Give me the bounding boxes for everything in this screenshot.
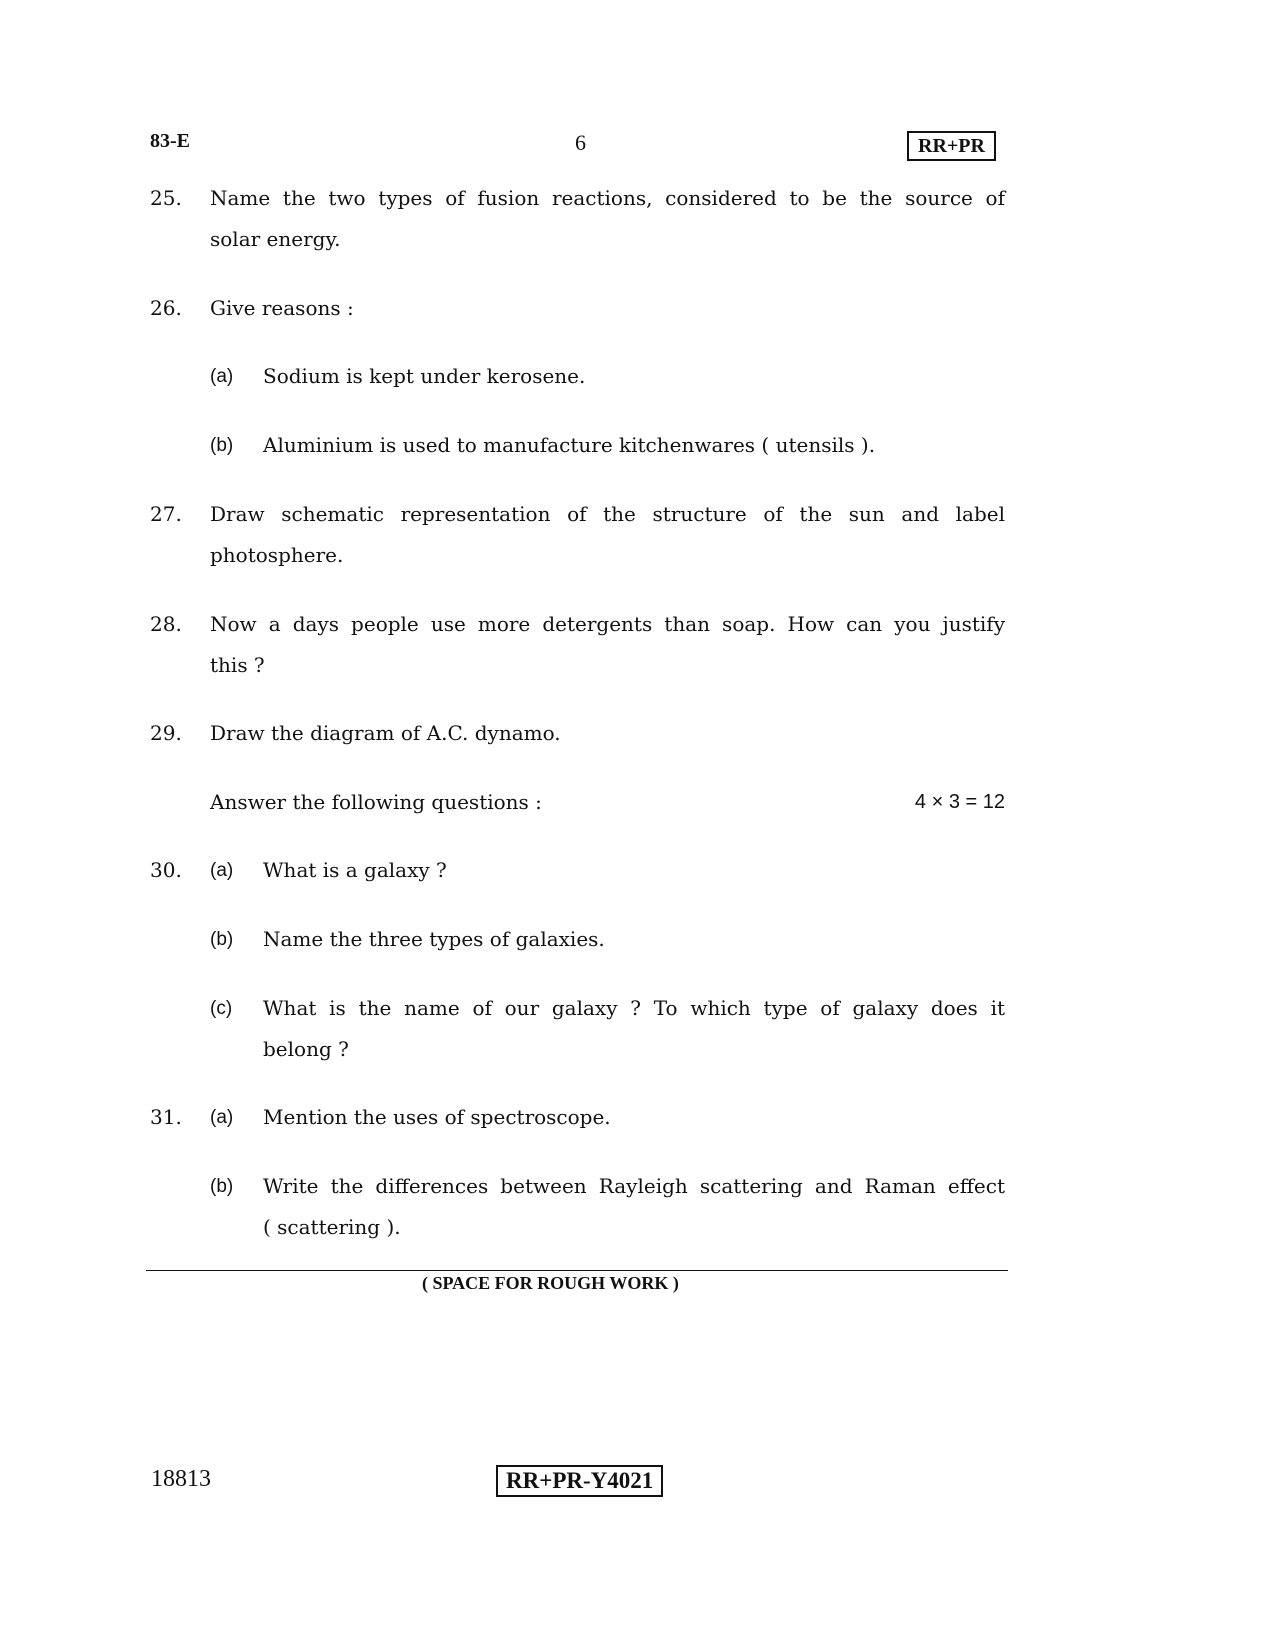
series-box: RR+PR (907, 131, 996, 161)
question-text: Draw schematic representation of the structure of the sun and label (210, 502, 1005, 526)
footer-series-box: RR+PR-Y4021 (496, 1465, 663, 1497)
part-text: belong ? (263, 1037, 349, 1061)
part-label: (b) (210, 1176, 234, 1197)
paper-code: 83-E (150, 130, 190, 152)
part-label: (b) (210, 929, 234, 950)
question-text: photosphere. (210, 543, 344, 567)
marks-allocation: 4 × 3 = 12 (914, 791, 1005, 813)
question-number: 25. (150, 186, 182, 210)
part-text: Mention the uses of spectroscope. (263, 1105, 611, 1129)
question-text: this ? (210, 653, 265, 677)
question-text: Name the two types of fusion reactions, considered to be the source of (210, 186, 1005, 210)
part-label: (a) (210, 1107, 234, 1128)
question-number: 26. (150, 296, 182, 320)
question-number: 31. (150, 1105, 182, 1129)
question-number: 29. (150, 721, 182, 745)
part-text: ( scattering ). (263, 1215, 401, 1239)
part-label: (a) (210, 860, 234, 881)
part-text: Write the differences between Rayleigh scattering and Raman effect (263, 1174, 1005, 1198)
page-number: 6 (575, 130, 586, 155)
rough-work-label: ( SPACE FOR ROUGH WORK ) (422, 1273, 679, 1293)
part-label: (c) (210, 998, 233, 1019)
part-text: Aluminium is used to manufacture kitchenwares ( utensils ). (263, 433, 876, 457)
footer-code: 18813 (151, 1466, 211, 1492)
part-text: Name the three types of galaxies. (263, 927, 605, 951)
question-number: 27. (150, 502, 182, 526)
question-text: Draw the diagram of A.C. dynamo. (210, 721, 561, 745)
question-text: Now a days people use more detergents than soap. How can you justify (210, 612, 1005, 636)
question-number: 30. (150, 858, 182, 882)
question-text: solar energy. (210, 227, 341, 251)
divider-line (146, 1270, 1008, 1271)
question-number: 28. (150, 612, 182, 636)
instruction-text: Answer the following questions : (210, 790, 542, 814)
part-text: What is the name of our galaxy ? To which type of galaxy does it (263, 996, 1005, 1020)
part-text: What is a galaxy ? (263, 858, 447, 882)
part-label: (a) (210, 366, 234, 387)
part-text: Sodium is kept under kerosene. (263, 364, 586, 388)
part-label: (b) (210, 435, 234, 456)
question-text: Give reasons : (210, 296, 354, 320)
